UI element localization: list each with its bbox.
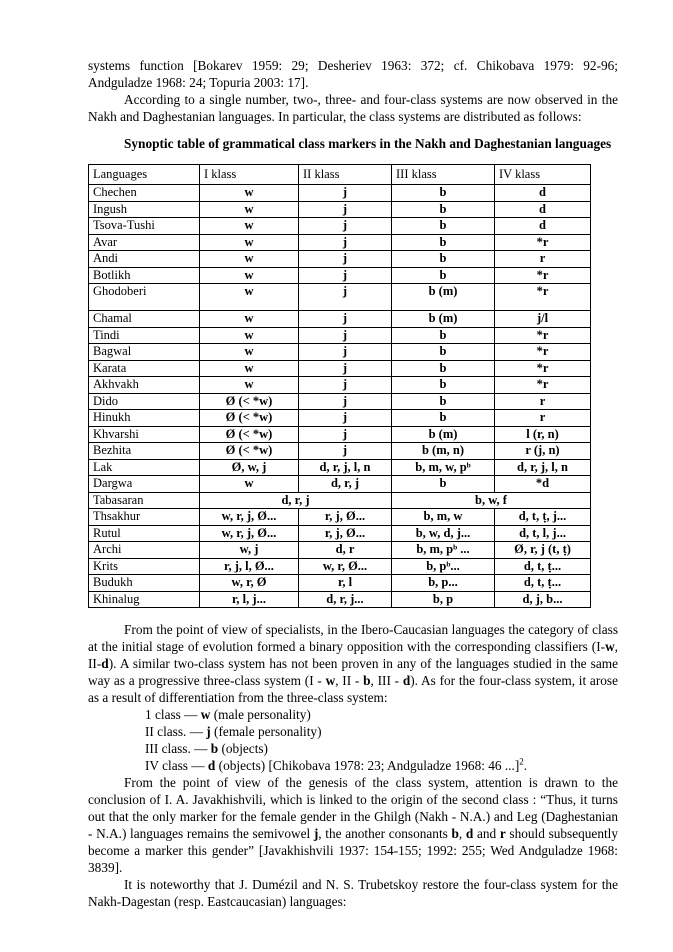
language-cell: Thsakhur [89,509,200,526]
marker-cell: d, r, j, l, n [299,459,392,476]
marker-cell: w [200,234,299,251]
marker-cell: *r [495,234,591,251]
marker-cell: w, r, Ø [200,575,299,592]
marker-cell: j [299,327,392,344]
table-row [89,185,591,202]
table-row [89,267,591,284]
language-cell: Tindi [89,327,200,344]
marker-cell: w [200,360,299,377]
marker-cell: b [392,377,495,394]
marker-cell: r, j, l, Ø... [200,558,299,575]
marker-cell: d, r, j... [299,591,392,608]
table-row [89,393,591,410]
paragraph-specialists: From the point of view of specialists, in the Ibero-Caucasian languages the category of class at the initial stage of evolution formed a binary opposition with the corresponding classifiers (I-w, II-d). A similar two-class system has not been proven in any of the languages studied in the same way as a progressive three-class system (I - w, II - b, III - d). As for the four-class system, it arose as a result of differentiation from the three-class system: [88,622,618,705]
language-cell: Budukh [89,575,200,592]
marker-cell: j [299,443,392,460]
table-row [89,525,591,542]
marker-cell: *r [495,344,591,361]
language-cell: Ingush [89,201,200,218]
marker-cell: Ø (< *w) [200,393,299,410]
marker-cell: w [200,185,299,202]
header-klass-2: II klass [299,165,392,185]
class-list-item-4: IV class — d (objects) [Chikobava 1978: 23; Andguladze 1968: 46 ...]$^2$. [145,756,528,773]
table-row [89,234,591,251]
table-row [89,327,591,344]
table-row [89,201,591,218]
marker-cell: *r [495,360,591,377]
language-cell: Bagwal [89,344,200,361]
marker-cell: d [495,218,591,235]
language-cell: Archi [89,542,200,559]
marker-cell: b (m, n) [392,443,495,460]
marker-cell: j [299,426,392,443]
marker-cell: j [299,218,392,235]
marker-cell: r [495,410,591,427]
marker-cell: *d [495,476,591,493]
language-cell: Akhvakh [89,377,200,394]
table-row [89,542,591,559]
table-row [89,218,591,235]
marker-cell: w [200,476,299,493]
marker-cell: j [299,410,392,427]
marker-cell: d, t, ṭ... [495,558,591,575]
table-row [89,476,591,493]
table-body [89,185,591,608]
header-klass-1: I klass [200,165,299,185]
marker-cell: j [299,360,392,377]
language-cell: Dargwa [89,476,200,493]
marker-cell: r, j, Ø... [299,525,392,542]
language-cell: Khvarshi [89,426,200,443]
class-system-list [145,706,618,774]
table-row [89,492,591,509]
table-row [89,575,591,592]
page-content [88,57,618,910]
marker-cell: b [392,267,495,284]
language-cell: Khinalug [89,591,200,608]
marker-cell: w, j [200,542,299,559]
language-cell: Botlikh [89,267,200,284]
language-cell: Chechen [89,185,200,202]
marker-cell: Ø (< *w) [200,443,299,460]
marker-cell: w [200,201,299,218]
table-row [89,558,591,575]
marker-cell: w [200,377,299,394]
table-row [89,509,591,526]
marker-cell: b [392,234,495,251]
table-row [89,377,591,394]
paragraph-noteworthy: It is noteworthy that J. Dumézil and N. S. Trubetskoy restore the four-class system for the Nakh-Dagestan (resp. Eastcaucasian) languages: [88,877,618,909]
language-cell: Rutul [89,525,200,542]
table-header-row [89,165,591,185]
marker-cell: d, t, l, j... [495,525,591,542]
marker-cell: w [200,311,299,328]
paragraph-genesis: From the point of view of the genesis of the class system, attention is drawn to the conclusion of I. A. Javakhishvili, which is linked to the origin of the second class : “Thus, it turns out that the only marker for the female gender in the Ghilgh (Nakh - N.A.) and Leg (Daghestanian - N.A.) languages remains the semivowel j, the another consonants b, d and r should subsequently become a marker this gender” [Javakhishvili 1937: 154-155; 1992: 255; Wed Andguladze 1968: 3839]. [88,775,618,875]
marker-cell: d [495,201,591,218]
marker-cell: j [299,377,392,394]
class-list-item-2: II class. — j (female personality) [145,724,322,739]
marker-cell: b, w, d, j... [392,525,495,542]
marker-cell: *r [495,267,591,284]
header-klass-4: IV klass [495,165,591,185]
marker-cell: j/l [495,311,591,328]
marker-cell: j [299,201,392,218]
language-cell: Lak [89,459,200,476]
marker-cell: w [200,284,299,311]
table-row [89,360,591,377]
marker-cell: Ø (< *w) [200,410,299,427]
table-row [89,284,591,311]
class-markers-table [88,164,591,608]
table-row [89,410,591,427]
header-languages: Languages [89,165,200,185]
marker-cell: d, j, b... [495,591,591,608]
marker-cell: d, r [299,542,392,559]
paragraph-intro: According to a single number, two-, three- and four-class systems are now observed in the Nakh and Daghestanian languages. In particular, the class systems are distributed as follows: [88,92,618,124]
marker-cell: b, m, pᵇ ... [392,542,495,559]
language-cell: Dido [89,393,200,410]
marker-cell: Ø (< *w) [200,426,299,443]
language-cell: Bezhita [89,443,200,460]
marker-cell: d, r, j, l, n [495,459,591,476]
class-list-item-3: III class. — b (objects) [145,741,268,756]
marker-cell: d, r, j [299,476,392,493]
table-caption: Synoptic table of grammatical class markers in the Nakh and Daghestanian languages [124,136,612,151]
language-cell: Andi [89,251,200,268]
marker-cell: d, t, ṭ... [495,575,591,592]
language-cell: Ghodoberi [89,284,200,311]
marker-cell: b [392,410,495,427]
marker-cell: r [495,393,591,410]
class-list-item-1: 1 class — w (male personality) [145,707,311,722]
marker-cell: *r [495,284,591,311]
marker-cell: b, m, w, pᵇ [392,459,495,476]
language-cell: Tabasaran [89,492,200,509]
marker-cell: *r [495,377,591,394]
marker-cell: b [392,476,495,493]
marker-cell: r, j, Ø... [299,509,392,526]
marker-cell: Ø, w, j [200,459,299,476]
table-row [89,251,591,268]
marker-cell: j [299,344,392,361]
marker-cell: r, l [299,575,392,592]
marker-cell: b [392,327,495,344]
language-cell: Tsova-Tushi [89,218,200,235]
marker-cell: b, m, w [392,509,495,526]
marker-cell: j [299,311,392,328]
language-cell: Hinukh [89,410,200,427]
marker-cell: r (j, n) [495,443,591,460]
marker-cell: b [392,185,495,202]
marker-cell: b, p... [392,575,495,592]
marker-cell: d, t, ṭ, j... [495,509,591,526]
marker-cell: r [495,251,591,268]
marker-cell: b (m) [392,311,495,328]
language-cell: Krits [89,558,200,575]
marker-cell: j [299,267,392,284]
marker-cell: b, p [392,591,495,608]
marker-cell: d [495,185,591,202]
marker-cell: b [392,344,495,361]
marker-cell: b [392,251,495,268]
marker-cell: w [200,327,299,344]
marker-cell: w, r, j, Ø... [200,509,299,526]
language-cell: Karata [89,360,200,377]
table-row [89,591,591,608]
marker-cell: b [392,360,495,377]
marker-cell: w [200,251,299,268]
marker-cell: b (m) [392,426,495,443]
marker-cell: j [299,393,392,410]
header-klass-3: III klass [392,165,495,185]
marker-cell: j [299,251,392,268]
table-row [89,459,591,476]
table-row [89,426,591,443]
marker-cell: w [200,344,299,361]
marker-cell: l (r, n) [495,426,591,443]
marker-cell: b (m) [392,284,495,311]
marker-cell: *r [495,327,591,344]
table-row [89,443,591,460]
table-row [89,344,591,361]
marker-cell: b [392,218,495,235]
marker-cell: b [392,393,495,410]
marker-cell: w [200,218,299,235]
language-cell: Avar [89,234,200,251]
marker-cell: w, r, Ø... [299,558,392,575]
marker-cell: b, pᵇ... [392,558,495,575]
marker-cell: b, w, f [392,492,591,509]
marker-cell: b [392,201,495,218]
marker-cell: j [299,185,392,202]
marker-cell: w, r, j, Ø... [200,525,299,542]
paragraph-references: systems function [Bokarev 1959: 29; Desheriev 1963: 372; cf. Chikobava 1979: 92-96; Andguladze 1968: 24; Topuria 2003: 17]. [88,58,618,90]
marker-cell: w [200,267,299,284]
marker-cell: d, r, j [200,492,392,509]
language-cell: Chamal [89,311,200,328]
marker-cell: j [299,234,392,251]
table-row [89,311,591,328]
marker-cell: Ø, r, j (t, ṭ) [495,542,591,559]
marker-cell: r, l, j... [200,591,299,608]
marker-cell: j [299,284,392,311]
